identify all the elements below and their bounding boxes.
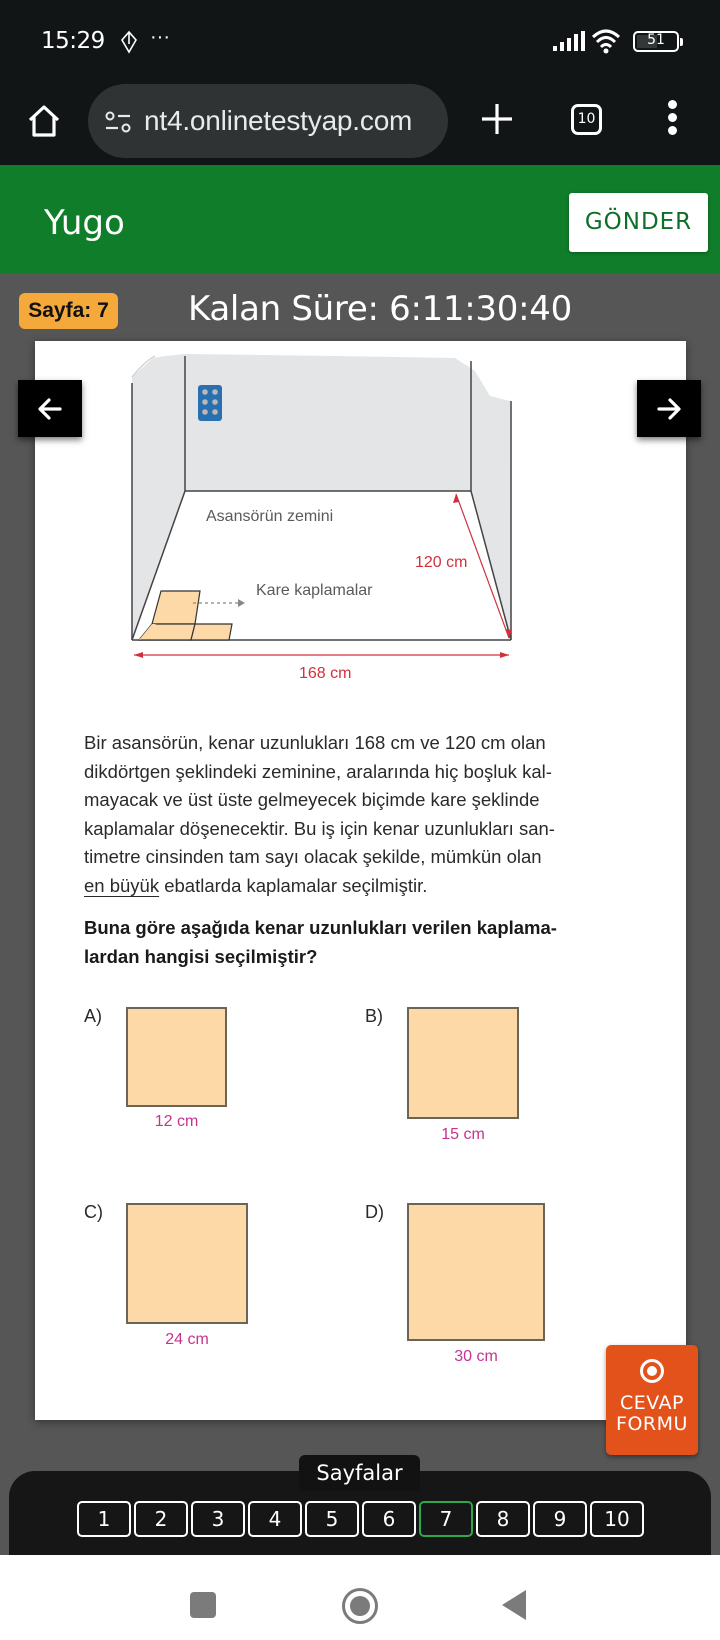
question-line-rest: ebatlarda kaplamalar seçilmiştir. <box>159 874 428 896</box>
url-text[interactable]: nt4.onlinetestyap.com <box>144 105 413 136</box>
recent-apps-icon[interactable] <box>190 1592 216 1618</box>
tiles-label: Kare kaplamalar <box>256 582 373 599</box>
question-prompt <box>84 914 604 971</box>
arrow-right-icon <box>655 395 683 423</box>
question-page <box>35 341 686 1420</box>
prompt-line: lardan hangisi seçilmiştir? <box>84 945 318 967</box>
wifi-icon <box>591 27 621 55</box>
depth-dimension: 120 cm <box>415 554 468 571</box>
page-button-4[interactable]: 4 <box>248 1501 302 1537</box>
page-button-5[interactable]: 5 <box>305 1501 359 1537</box>
home-circle-icon[interactable] <box>342 1588 378 1624</box>
browser-toolbar <box>0 80 720 165</box>
floor-label: Asansörün zemini <box>206 508 334 525</box>
app-header <box>0 165 720 273</box>
more-notifications-icon: ··· <box>150 26 170 48</box>
option-d-letter: D) <box>365 1202 384 1222</box>
send-button[interactable]: GÖNDER <box>569 193 708 252</box>
option-a-square <box>126 1007 227 1107</box>
option-c-size: 24 cm <box>165 1331 209 1348</box>
back-triangle-icon[interactable] <box>502 1590 526 1620</box>
question-line: dikdörtgen şeklindeki zeminine, aralarında hiç boşluk kal- <box>84 760 552 782</box>
question-line: mayacak ve üst üste gelmeyecek biçimde kare şeklinde <box>84 789 540 810</box>
page-button-9[interactable]: 9 <box>533 1501 587 1537</box>
page-button-3[interactable]: 3 <box>191 1501 245 1537</box>
answer-form-button[interactable] <box>606 1345 698 1455</box>
prompt-line: Buna göre aşağıda kenar uzunlukları verilen kaplama- <box>84 917 557 938</box>
app-title: Yugo <box>44 203 125 243</box>
page-button-7-active[interactable]: 7 <box>419 1501 473 1537</box>
status-time: 15:29 <box>41 28 105 54</box>
elevator-floor-diagram <box>35 341 686 721</box>
system-navigation-bar <box>0 1555 720 1640</box>
battery-level: 51 <box>647 32 665 48</box>
tab-switcher-icon[interactable]: 10 <box>571 104 602 135</box>
home-icon[interactable] <box>26 103 62 139</box>
option-a-size: 12 cm <box>154 1113 199 1130</box>
answer-form-label-line1: CEVAP <box>619 1392 684 1414</box>
option-d-size: 30 cm <box>454 1348 498 1365</box>
page-button-2[interactable]: 2 <box>134 1501 188 1537</box>
option-d-square <box>407 1203 545 1341</box>
page-button-10[interactable]: 10 <box>590 1501 644 1537</box>
signal-icon <box>553 31 585 51</box>
option-b-size: 15 cm <box>441 1126 485 1143</box>
emphasis-text: en büyük <box>84 874 160 896</box>
answer-form-label-line2: FORMU <box>616 1413 688 1435</box>
pages-tab-label[interactable]: Sayfalar <box>299 1455 420 1491</box>
battery-icon <box>633 31 679 52</box>
site-settings-icon[interactable] <box>104 111 132 133</box>
page-button-8[interactable]: 8 <box>476 1501 530 1537</box>
address-bar[interactable] <box>88 84 448 158</box>
arrow-left-icon <box>36 395 64 423</box>
page-button-6[interactable]: 6 <box>362 1501 416 1537</box>
plus-icon[interactable] <box>479 101 515 137</box>
navigation-icon <box>119 30 139 54</box>
status-bar <box>0 0 720 80</box>
question-line: kaplamalar döşenecektir. Bu iş için kenar uzunlukları san- <box>84 817 555 839</box>
page-button-1[interactable]: 1 <box>77 1501 131 1537</box>
question-line <box>84 872 604 901</box>
width-dimension: 168 cm <box>299 665 352 682</box>
remaining-time: Kalan Süre: 6:11:30:40 <box>188 289 572 329</box>
option-b-square <box>407 1007 519 1119</box>
more-vert-icon[interactable] <box>665 100 679 140</box>
question-text <box>84 729 604 900</box>
option-c-letter: C) <box>84 1202 103 1222</box>
question-line: timetre cinsinden tam sayı olacak şekilde, mümkün olan <box>84 846 542 867</box>
question-line: Bir asansörün, kenar uzunlukları 168 cm ve 120 cm olan <box>84 732 546 753</box>
page-buttons <box>77 1501 644 1537</box>
option-c-square <box>126 1203 248 1324</box>
option-b-letter: B) <box>365 1006 383 1026</box>
answer-form-label <box>606 1393 698 1435</box>
next-page-button[interactable] <box>637 380 701 437</box>
page-badge: Sayfa: 7 <box>19 293 118 329</box>
radio-button-icon <box>640 1359 664 1383</box>
previous-page-button[interactable] <box>18 380 82 437</box>
option-a-letter: A) <box>84 1006 102 1026</box>
